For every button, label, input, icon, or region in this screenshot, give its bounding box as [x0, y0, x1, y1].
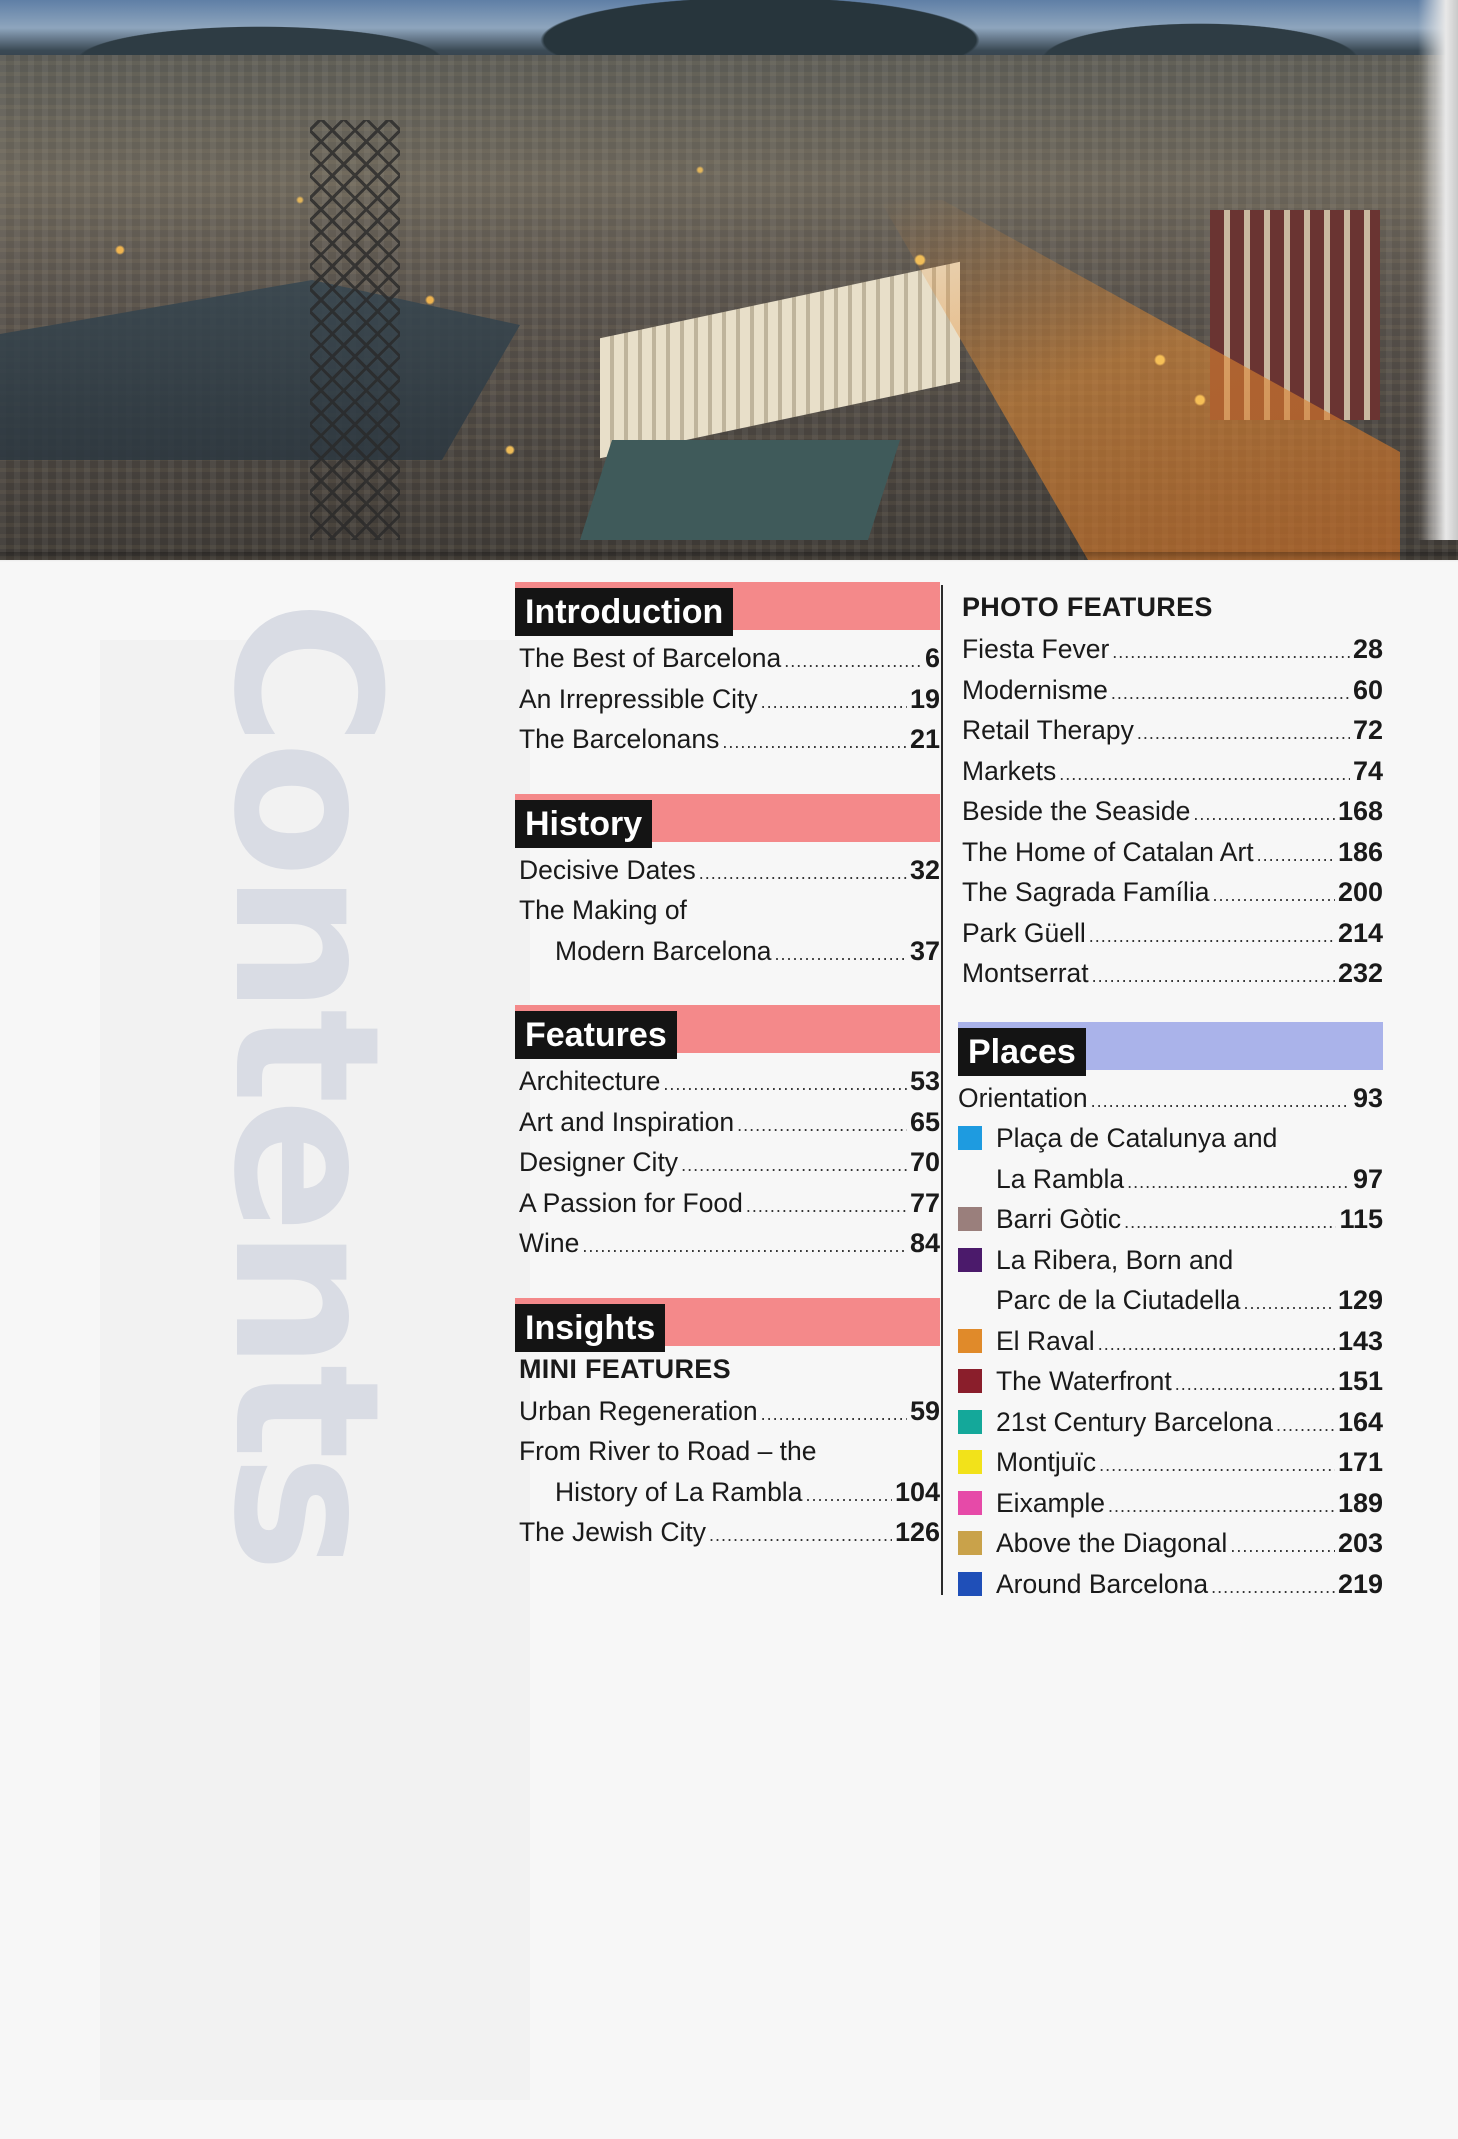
toc-left-column	[515, 582, 940, 1587]
entry-page: 143	[1337, 1325, 1383, 1356]
toc-entry[interactable]	[515, 719, 940, 760]
leader-dots	[1111, 673, 1350, 714]
section-header	[515, 794, 940, 846]
leader-dots	[1112, 632, 1350, 673]
entry-page: 65	[909, 1106, 940, 1137]
entry-page: 59	[909, 1395, 940, 1426]
toc-entry-line2[interactable]	[958, 1280, 1383, 1321]
toc-entry[interactable]	[515, 1391, 940, 1432]
entry-page: 171	[1337, 1447, 1383, 1477]
leader-dots	[1127, 1162, 1350, 1203]
leader-dots	[709, 1515, 892, 1556]
entry-page: 74	[1352, 755, 1383, 786]
entry-title: The Sagrada Família	[962, 877, 1210, 907]
entry-title: Beside the Seaside	[962, 796, 1191, 826]
entry-page: 214	[1337, 917, 1383, 948]
leader-dots	[1193, 794, 1335, 835]
leader-dots	[1257, 835, 1335, 876]
entry-page: 232	[1337, 958, 1383, 988]
toc-entry[interactable]	[958, 832, 1383, 873]
toc-entry[interactable]	[958, 1523, 1383, 1564]
leader-dots	[1099, 1445, 1335, 1486]
color-key-square	[958, 1126, 982, 1150]
contents-title-text: Contents	[189, 600, 422, 1567]
entry-page: 53	[909, 1066, 940, 1096]
toc-entry[interactable]	[958, 670, 1383, 711]
entry-title: The Home of Catalan Art	[962, 836, 1254, 867]
section-header	[958, 1022, 1383, 1074]
hero-photo	[0, 0, 1458, 560]
leader-dots	[1108, 1486, 1335, 1527]
entry-title-continued: Parc de la Ciutadella	[996, 1285, 1241, 1315]
toc-entry[interactable]	[515, 638, 940, 679]
toc-entry-line2[interactable]	[515, 931, 940, 972]
entry-page: 151	[1337, 1366, 1383, 1396]
entry-title: El Raval	[996, 1325, 1095, 1356]
toc-entry-line1[interactable]	[515, 1431, 940, 1472]
color-key-square	[958, 1207, 982, 1231]
entry-title: The Best of Barcelona	[519, 643, 782, 673]
photo-shadow	[0, 552, 1458, 562]
leader-dots	[1276, 1405, 1335, 1446]
color-key-square	[958, 1329, 982, 1353]
leader-dots	[582, 1226, 907, 1267]
entry-title: Above the Diagonal	[996, 1528, 1228, 1558]
entry-page: 72	[1352, 715, 1383, 745]
toc-entry[interactable]	[958, 913, 1383, 954]
entry-title: 21st Century Barcelona	[996, 1406, 1273, 1437]
entry-title: La Ribera, Born and	[996, 1244, 1234, 1275]
leader-dots	[1230, 1526, 1335, 1567]
section-insights	[515, 1298, 940, 1553]
entry-title: Park Güell	[962, 917, 1086, 948]
entry-page: 60	[1352, 674, 1383, 705]
contents-vertical-title	[189, 600, 422, 1567]
toc-entry[interactable]	[515, 1061, 940, 1102]
toc-entry[interactable]	[958, 1402, 1383, 1443]
toc-entry[interactable]	[958, 1321, 1383, 1362]
toc-entry[interactable]	[958, 1442, 1383, 1483]
entry-title-continued: History of La Rambla	[555, 1476, 803, 1507]
leader-dots	[1244, 1283, 1335, 1324]
entry-title-continued: Modern Barcelona	[555, 935, 772, 966]
leader-dots	[1124, 1202, 1336, 1243]
toc-entry-line1[interactable]	[958, 1118, 1383, 1159]
entry-title: Montjuïc	[996, 1447, 1097, 1477]
color-key-square	[958, 1572, 982, 1596]
leader-dots	[722, 722, 907, 763]
leader-dots	[1211, 1567, 1335, 1608]
section-introduction	[515, 582, 940, 760]
entry-title: Barri Gòtic	[996, 1204, 1122, 1234]
entry-page: 200	[1337, 877, 1383, 907]
toc-entry-line2[interactable]	[958, 1159, 1383, 1200]
leader-dots	[1212, 875, 1334, 916]
toc-entry[interactable]	[515, 850, 940, 891]
color-key-square	[958, 1491, 982, 1515]
leader-dots	[761, 682, 907, 723]
section-title: Introduction	[515, 588, 733, 636]
entry-title: The Barcelonans	[519, 724, 720, 754]
leader-dots	[775, 934, 907, 975]
leader-dots	[784, 641, 922, 682]
entry-page: 19	[909, 683, 940, 714]
leader-dots	[1175, 1364, 1335, 1405]
entry-page: 219	[1337, 1568, 1383, 1599]
mini-features-heading: MINI FEATURES	[519, 1353, 731, 1384]
color-key-square	[958, 1369, 982, 1393]
toc-entry[interactable]	[958, 1564, 1383, 1605]
entry-page: 28	[1352, 634, 1383, 664]
toc-entry[interactable]	[958, 710, 1383, 751]
entry-page: 32	[909, 854, 940, 885]
color-key-square	[958, 1248, 982, 1272]
entry-page: 129	[1337, 1285, 1383, 1315]
entry-page: 104	[894, 1476, 940, 1507]
section-title: Features	[515, 1011, 677, 1059]
entry-page: 164	[1337, 1406, 1383, 1437]
entry-title: Retail Therapy	[962, 715, 1134, 745]
leader-dots	[746, 1186, 907, 1227]
toc-entry[interactable]	[958, 1361, 1383, 1402]
toc-entry[interactable]	[515, 1102, 940, 1143]
entry-page: 70	[909, 1147, 940, 1177]
toc-entry-line1[interactable]	[515, 890, 940, 931]
color-key-square	[958, 1450, 982, 1474]
entry-page: 126	[894, 1517, 940, 1547]
toc-entry[interactable]	[515, 1512, 940, 1553]
toc-entry[interactable]	[958, 629, 1383, 670]
toc-entry[interactable]	[515, 1183, 940, 1224]
entry-title: An Irrepressible City	[519, 683, 758, 714]
entry-title: Decisive Dates	[519, 854, 696, 885]
leader-dots	[1137, 713, 1350, 754]
entry-title: The Making of	[519, 895, 687, 925]
leader-dots	[761, 1394, 907, 1435]
toc-entry-line2[interactable]	[515, 1472, 940, 1513]
entry-page: 6	[924, 643, 940, 673]
indent-spacer	[958, 1288, 982, 1312]
entry-title: Plaça de Catalunya and	[996, 1123, 1278, 1153]
entry-title: Designer City	[519, 1147, 679, 1177]
entry-title: Fiesta Fever	[962, 634, 1110, 664]
toc-entry[interactable]	[958, 872, 1383, 913]
entry-page: 77	[909, 1187, 940, 1218]
leader-dots	[681, 1145, 907, 1186]
toc-entry[interactable]	[515, 1142, 940, 1183]
color-key-square	[958, 1531, 982, 1555]
entry-title: Orientation	[958, 1082, 1088, 1113]
section-history	[515, 794, 940, 972]
toc-entry[interactable]	[958, 1199, 1383, 1240]
entry-page: 168	[1337, 796, 1383, 826]
entry-page: 115	[1339, 1204, 1383, 1234]
entry-title: Montserrat	[962, 958, 1089, 988]
entry-title-continued: La Rambla	[996, 1163, 1125, 1194]
leader-dots	[1098, 1324, 1335, 1365]
section-header	[515, 582, 940, 634]
entry-page: 37	[909, 935, 940, 966]
indent-spacer	[958, 1167, 982, 1191]
entry-page: 189	[1337, 1487, 1383, 1518]
entry-page: 21	[909, 724, 940, 754]
toc-entry[interactable]	[958, 953, 1383, 994]
entry-title: Markets	[962, 755, 1057, 786]
toc-entry[interactable]	[958, 1483, 1383, 1524]
leader-dots	[1059, 754, 1350, 795]
toc-entry-line1[interactable]	[958, 1240, 1383, 1281]
section-features	[515, 1005, 940, 1264]
entry-title: The Waterfront	[996, 1366, 1172, 1396]
color-key-square	[958, 1410, 982, 1434]
section-header	[515, 1005, 940, 1057]
section-title: History	[515, 800, 652, 848]
leader-dots	[737, 1105, 907, 1146]
entry-page: 203	[1337, 1528, 1383, 1558]
entry-page: 93	[1352, 1082, 1383, 1113]
entry-page: 97	[1352, 1163, 1383, 1194]
entry-title: Modernisme	[962, 674, 1108, 705]
toc-right-column	[958, 588, 1383, 1638]
entry-title: Around Barcelona	[996, 1568, 1209, 1599]
leader-dots	[699, 853, 907, 894]
entry-title: Art and Inspiration	[519, 1106, 735, 1137]
section-header	[515, 1298, 940, 1350]
leader-dots	[1091, 1081, 1350, 1122]
entry-page: 186	[1337, 836, 1383, 867]
toc-entry[interactable]	[515, 679, 940, 720]
leader-dots	[1089, 916, 1335, 957]
photo-features-heading: PHOTO FEATURES	[962, 592, 1213, 622]
entry-title: A Passion for Food	[519, 1187, 743, 1218]
entry-title: From River to Road – the	[519, 1436, 817, 1466]
entry-title: Wine	[519, 1228, 580, 1258]
leader-dots	[663, 1064, 907, 1105]
page-curl	[1418, 0, 1458, 540]
leader-dots	[1092, 956, 1335, 997]
entry-title: The Jewish City	[519, 1517, 707, 1547]
section-places	[958, 1022, 1383, 1605]
toc-entry[interactable]	[958, 751, 1383, 792]
entry-page: 84	[909, 1228, 940, 1258]
section-title: Places	[958, 1028, 1086, 1076]
leader-dots	[805, 1475, 892, 1516]
toc-entry[interactable]	[515, 1223, 940, 1264]
entry-title: Urban Regeneration	[519, 1395, 758, 1426]
section-title: Insights	[515, 1304, 665, 1352]
toc-entry[interactable]	[958, 1078, 1383, 1119]
column-divider	[941, 585, 943, 1595]
entry-title: Eixample	[996, 1487, 1105, 1518]
city-lights	[0, 0, 1458, 560]
toc-entry[interactable]	[958, 791, 1383, 832]
section-photo-features	[958, 592, 1383, 994]
entry-title: Architecture	[519, 1066, 661, 1096]
